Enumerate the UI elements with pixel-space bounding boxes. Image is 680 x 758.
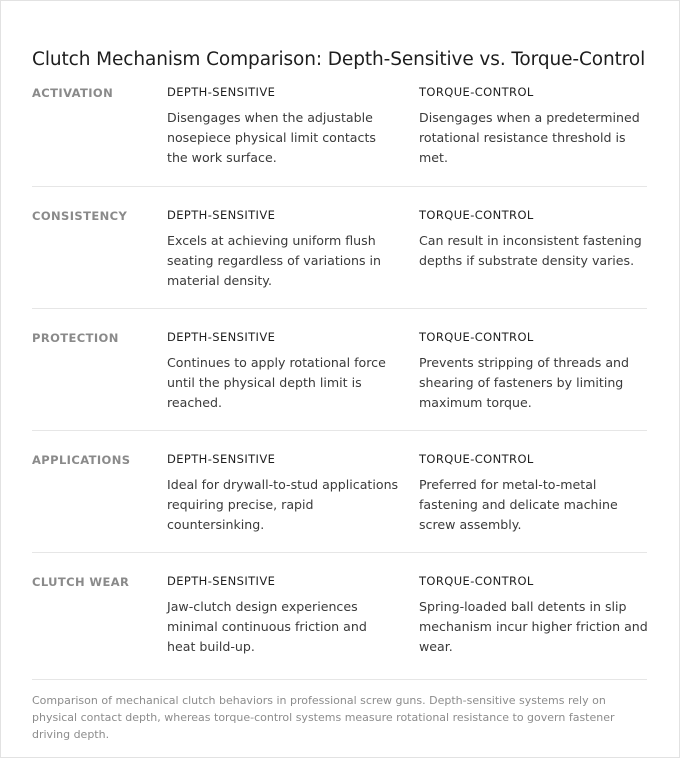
comparison-row-protection	[32, 309, 647, 431]
column-heading: DEPTH-SENSITIVE	[167, 330, 276, 344]
cell-text: Excels at achieving uniform flush seating regardless of variations in material density.	[167, 233, 382, 288]
column-heading: DEPTH-SENSITIVE	[167, 208, 276, 222]
cell-text: Preferred for metal-to-metal fastening and delicate machine screw assembly.	[419, 477, 618, 532]
column-heading: DEPTH-SENSITIVE	[167, 574, 276, 588]
torque-control-cell	[419, 575, 651, 657]
footnote: Comparison of mechanical clutch behaviors in professional screw guns. Depth-sensitive systems rely on physical contact depth, whereas torque-control systems measure rotational resistance to govern fastener driving depth.	[32, 694, 615, 741]
column-heading: TORQUE-CONTROL	[419, 574, 534, 588]
cell-text: Continues to apply rotational force until the physical depth limit is reached.	[167, 355, 386, 410]
depth-sensitive-cell	[167, 453, 399, 535]
comparison-table	[32, 80, 647, 680]
column-heading: DEPTH-SENSITIVE	[167, 452, 276, 466]
cell-text: Jaw-clutch design experiences minimal continuous friction and heat build-up.	[167, 599, 367, 654]
depth-sensitive-cell	[167, 86, 399, 168]
column-heading: TORQUE-CONTROL	[419, 85, 534, 99]
column-heading: DEPTH-SENSITIVE	[167, 85, 276, 99]
comparison-row-activation	[32, 80, 647, 187]
page-title: Clutch Mechanism Comparison: Depth-Sensitive vs. Torque-Control	[32, 49, 646, 71]
cell-text: Disengages when a predetermined rotational resistance threshold is met.	[419, 110, 640, 165]
depth-sensitive-cell	[167, 331, 399, 413]
column-heading: TORQUE-CONTROL	[419, 452, 534, 466]
comparison-row-consistency	[32, 187, 647, 309]
column-heading: TORQUE-CONTROL	[419, 208, 534, 222]
cell-text: Ideal for drywall-to-stud applications requiring precise, rapid countersinking.	[167, 477, 399, 532]
row-label: APPLICATIONS	[32, 453, 131, 467]
row-label: CONSISTENCY	[32, 209, 128, 223]
comparison-row-clutch-wear	[32, 553, 647, 680]
row-label: PROTECTION	[32, 331, 119, 345]
torque-control-cell	[419, 331, 651, 413]
torque-control-cell	[419, 86, 651, 168]
row-label: CLUTCH WEAR	[32, 575, 130, 589]
depth-sensitive-cell	[167, 209, 399, 291]
cell-text: Can result in inconsistent fastening depths if substrate density varies.	[419, 233, 642, 268]
cell-text: Spring-loaded ball detents in slip mechanism incur higher friction and wear.	[419, 599, 648, 654]
row-label: ACTIVATION	[32, 86, 114, 100]
torque-control-cell	[419, 453, 651, 535]
comparison-row-applications	[32, 431, 647, 553]
cell-text: Prevents stripping of threads and shearing of fasteners by limiting maximum torque.	[419, 355, 630, 410]
cell-text: Disengages when the adjustable nosepiece physical limit contacts the work surface.	[167, 110, 376, 165]
depth-sensitive-cell	[167, 575, 399, 657]
torque-control-cell	[419, 209, 651, 271]
column-heading: TORQUE-CONTROL	[419, 330, 534, 344]
